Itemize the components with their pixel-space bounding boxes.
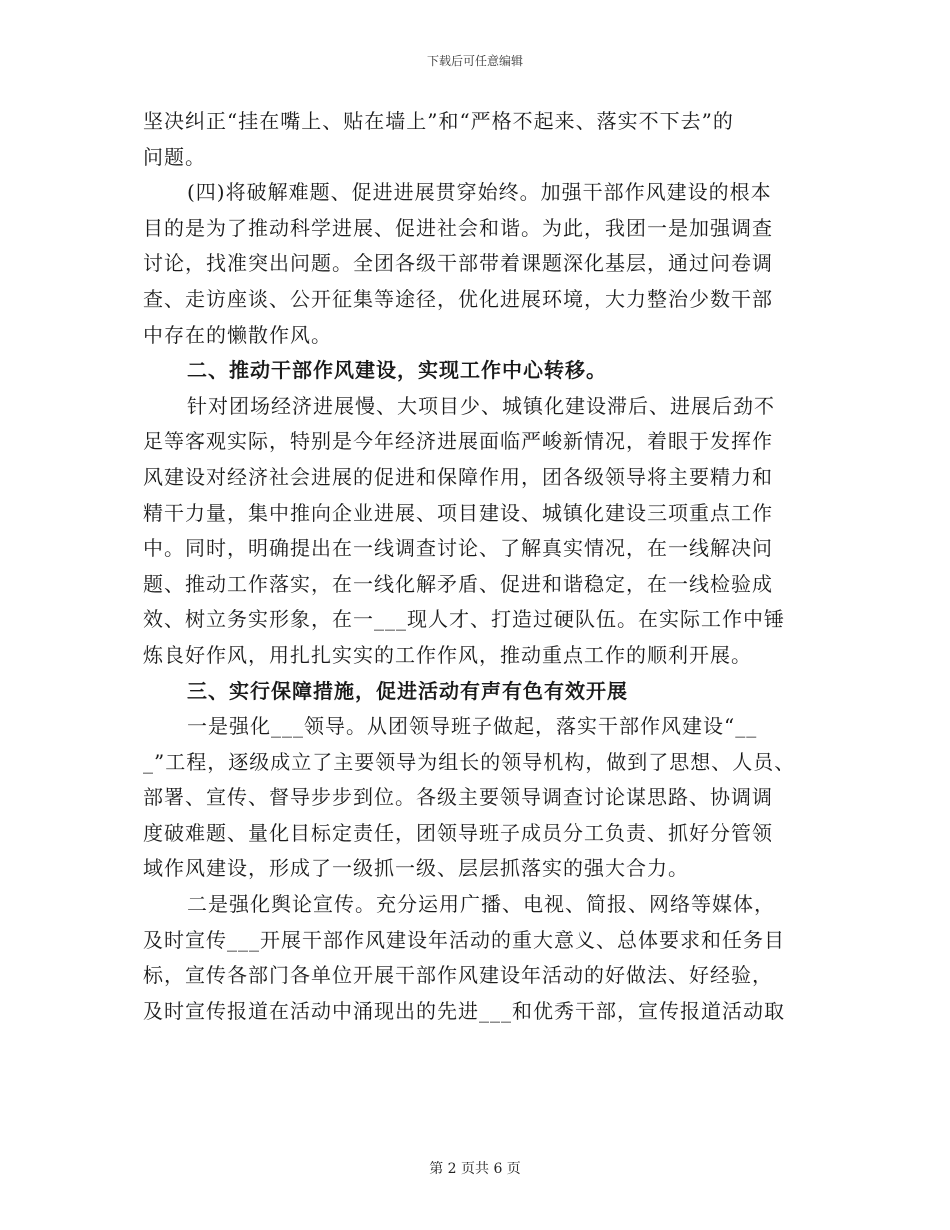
text-line: _”工程，逐级成立了主要领导为组长的领导机构，做到了思想、人员、 [143, 749, 796, 774]
text-line: 中。同时，明确提出在一线调查讨论、了解真实情况，在一线解决问 [143, 536, 773, 561]
text-line: 坚决纠正“挂在嘴上、贴在墙上”和“严格不起来、落实不下去”的 [143, 109, 734, 133]
text-line: 部署、宣传、督导步步到位。各级主要领导调查讨论谋思路、协调调 [143, 785, 773, 810]
text-line: 炼良好作风，用扎扎实实的工作作风，推动重点工作的顺利开展。 [143, 642, 752, 667]
text-line: 度破难题、量化目标定责任，团领导班子成员分工负责、抓好分管领 [143, 820, 773, 845]
section-heading: 二、推动干部作风建设，实现工作中心转移。 [187, 358, 607, 383]
text-line: 及时宣传___开展干部作风建设年活动的重大意义、总体要求和任务目 [143, 927, 785, 952]
text-line: 问题。 [143, 144, 206, 169]
text-line: 查、走访座谈、公开征集等途径，优化进展环境，大力整治少数干部 [143, 286, 773, 311]
text-line: 题、推动工作落实，在一线化解矛盾、促进和谐稳定，在一线检验成 [143, 571, 773, 596]
text-line: 效、树立务实形象，在一___现人才、打造过硬队伍。在实际工作中锤 [143, 607, 785, 632]
text-line: 讨论，找准突出问题。全团各级干部带着课题深化基层，通过问卷调 [143, 251, 773, 276]
text-line: 风建设对经济社会进展的促进和保障作用，团各级领导将主要精力和 [143, 464, 773, 489]
text-line: 精干力量，集中推向企业进展、项目建设、城镇化建设三项重点工作 [143, 500, 773, 525]
document-body [143, 104, 811, 1029]
page-number-footer: 第 2 页共 6 页 [429, 1161, 521, 1177]
text-line: 域作风建设，形成了一级抓一级、层层抓落实的强大合力。 [143, 856, 689, 881]
text-line: 一是强化___领导。从团领导班子做起，落实干部作风建设“__ [187, 714, 758, 739]
text-line: 中存在的懒散作风。 [143, 322, 332, 347]
text-line: 及时宣传报道在活动中涌现出的先进___和优秀干部，宣传报道活动取 [143, 998, 785, 1023]
section-heading: 三、实行保障措施，促进活动有声有色有效开展 [187, 678, 628, 703]
page-header: 下载后可任意编辑 [426, 54, 523, 68]
text-line: 足等客观实际，特别是今年经济进展面临严峻新情况，着眼于发挥作 [143, 429, 773, 454]
text-line: 二是强化舆论宣传。充分运用广播、电视、简报、网络等媒体， [187, 892, 775, 917]
text-line: 目的是为了推动科学进展、促进社会和谐。为此，我团一是加强调查 [143, 215, 773, 240]
text-line: (四)将破解难题、促进进展贯穿始终。加强干部作风建设的根本 [187, 180, 772, 205]
text-line: 标，宣传各部门各单位开展干部作风建设年活动的好做法、好经验， [143, 963, 773, 988]
text-line: 针对团场经济进展慢、大项目少、城镇化建设滞后、进展后劲不 [187, 393, 775, 418]
